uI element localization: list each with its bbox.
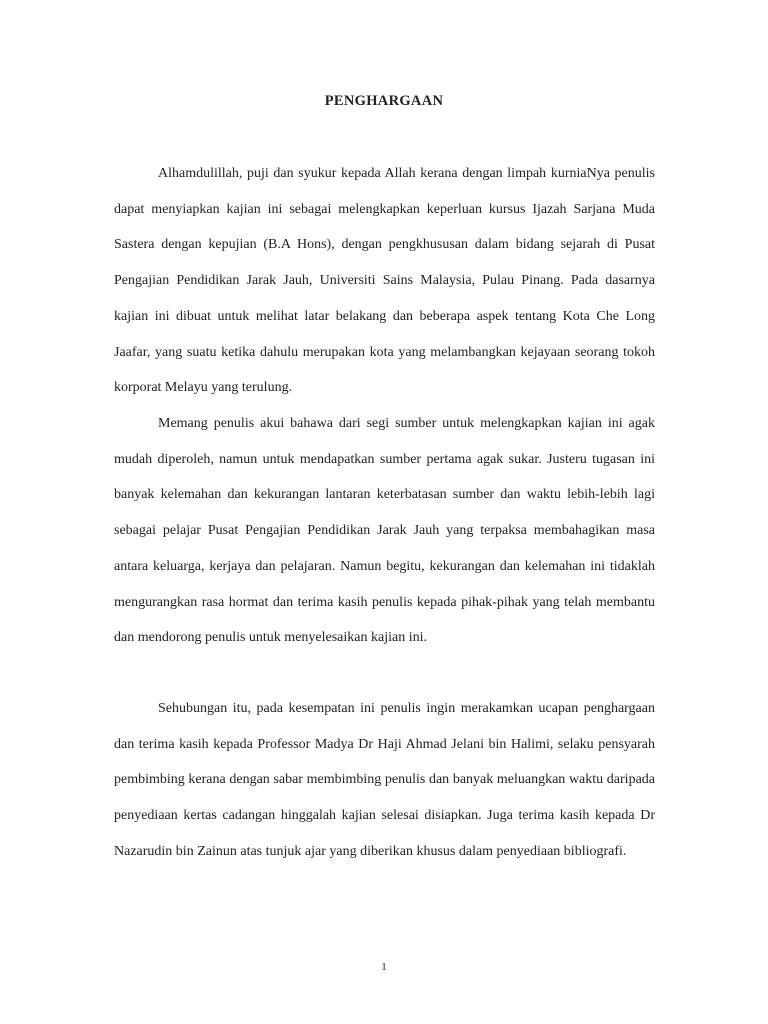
paragraph-intro: Alhamdulillah, puji dan syukur kepada Allah kerana dengan limpah kurniaNya penulis dapat menyiapkan kajian ini sebagai melengkapkan keperluan kursus Ijazah Sarjana Muda Sastera dengan kepujian (B.A Hons), dengan pengkhususan dalam bidang sejarah di Pusat Pengajian Pendidikan Jarak Jauh, Universiti Sains Malaysia, Pulau Pinang. Pada dasarnya kajian ini dibuat untuk melihat latar belakang dan beberapa aspek tentang Kota Che Long Jaafar, yang suatu ketika dahulu merupakan kota yang melambangkan kejayaan seorang tokoh korporat Melayu yang terulung. <box>114 166 655 396</box>
page-number: 1 <box>381 961 387 973</box>
paragraph-acknowledgements: Sehubungan itu, pada kesempatan ini penulis ingin merakamkan ucapan penghargaan dan terima kasih kepada Professor Madya Dr Haji Ahmad Jelani bin Halimi, selaku pensyarah pembimbing kerana dengan sabar membimbing penulis dan banyak meluangkan waktu daripada penyediaan kertas cadangan hinggalah kajian selesai disiapkan. Juga terima kasih kepada Dr Nazarudin bin Zainun atas tunjuk ajar yang diberikan khusus dalam penyediaan bibliografi. <box>114 701 655 859</box>
page-title: PENGHARGAAN <box>324 93 444 109</box>
paragraph-limitations: Memang penulis akui bahawa dari segi sumber untuk melengkapkan kajian ini agak mudah diperoleh, namun untuk mendapatkan sumber pertama agak sukar. Justeru tugasan ini banyak kelemahan dan kekurangan lantaran keterbatasan sumber dan waktu lebih-lebih lagi sebagai pelajar Pusat Pengajian Pendidikan Jarak Jauh yang terpaksa membahagikan masa antara keluarga, kerjaya dan pelajaran. Namun begitu, kekurangan dan kelemahan ini tidaklah mengurangkan rasa hormat dan terima kasih penulis kepada pihak-pihak yang telah membantu dan mendorong penulis untuk menyelesaikan kajian ini. <box>114 416 655 646</box>
